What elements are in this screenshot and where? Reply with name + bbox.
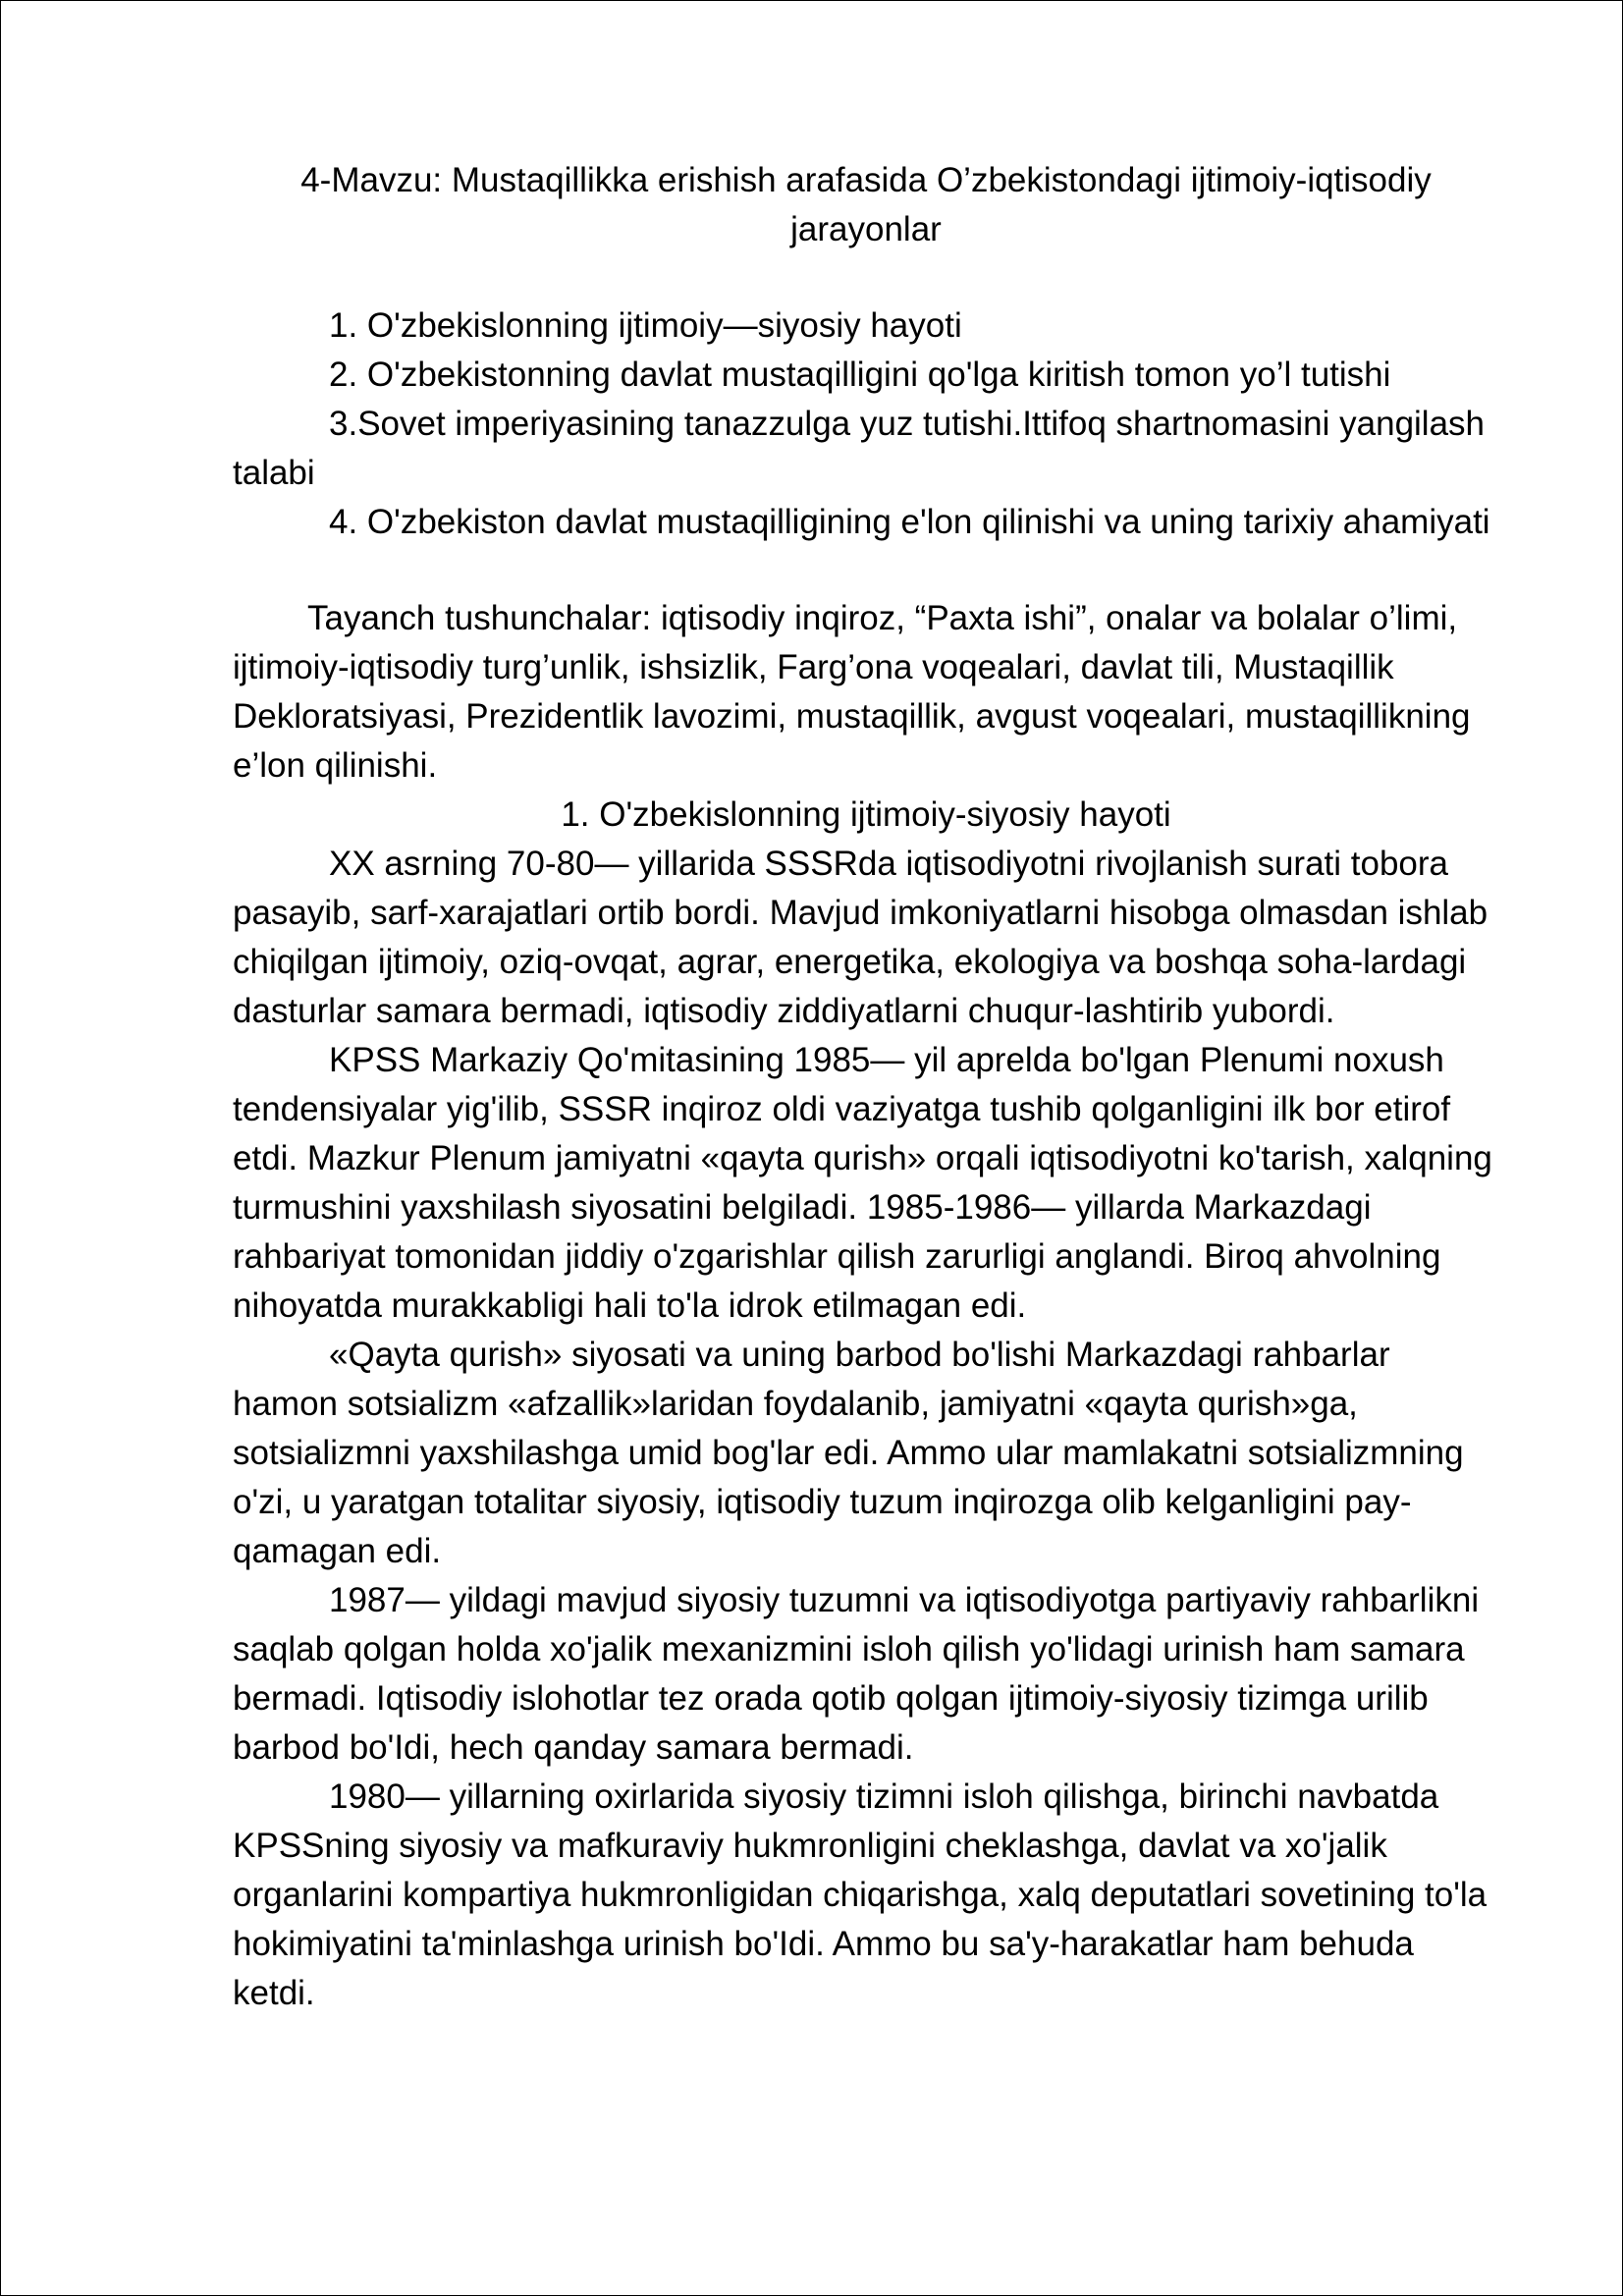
section-heading: 1. O'zbekislonning ijtimoiy-siyosiy hayoti [561, 795, 1171, 834]
plan-item-4: 4. O'zbekiston davlat mustaqilligining e'lon qilinishi va uning tarixiy ahamiyati [329, 503, 1490, 541]
plan-item-1: 1. O'zbekislonning ijtimoiy—siyosiy hayoti [329, 306, 962, 345]
body-paragraph-4: 1987— yildagi mavjud siyosiy tuzumni va iqtisodiyotga partiyaviy rahbarlikni saqlab qolgan holda xo'jalik mexanizmini isloh qilish yo'lidagi urinish ham samara bermadi. Iqtisodiy islohotlar tez orada qotib qolgan ijtimoiy-siyosiy tizimga urilib barbod bo'Idi, hech qanday samara bermadi. [233, 1581, 1480, 1767]
plan-item-2: 2. O'zbekistonning davlat mustaqilligini qo'lga kiritish tomon yo’l tutishi [329, 355, 1391, 394]
body-paragraph-5: 1980— yillarning oxirlarida siyosiy tizimni isloh qilishga, birinchi navbatda KPSSning siyosiy va mafkuraviy hukmronligini cheklashga, davlat va xo'jalik organlarini kompartiya hukmronligidan chiqarishga, xalq deputatlari sovetining to'la hokimiyatini ta'minlashga urinish bo'Idi. Ammo bu sa'y-harakatlar ham behuda ketdi. [233, 1777, 1488, 2012]
body-paragraph-2: KPSS Markaziy Qo'mitasining 1985— yil aprelda bo'lgan Plenumi noxush tendensiyalar yig'ilib, SSSR inqiroz oldi vaziyatga tushib qolganligini ilk bor etirof etdi. Mazkur Plenum jamiyatni «qayta qurish» orqali iqtisodiyotni ko'tarish, xalqning turmushini yaxshilash siyosatini belgiladi. 1985-1986— yillarda Markazdagi rahbariyat tomonidan jiddiy o'zgarishlar qilish zarurligi anglandi. Biroq ahvolning nihoyatda murakkabligi hali to'la idrok etilmagan edi. [233, 1041, 1492, 1325]
page-title [233, 156, 1499, 254]
document-body [233, 156, 1499, 2018]
title-line-1: 4-Mavzu: Mustaqillikka erishish arafasida O’zbekistondagi ijtimoiy-iqtisodiy [300, 161, 1432, 199]
body-paragraph-3: «Qayta qurish» siyosati va uning barbod bo'lishi Markazdagi rahbarlar hamon sotsializm «afzallik»laridan foydalanib, jamiyatni «qayta qurish»ga, sotsializmni yaxshilashga umid bog'lar edi. Ammo ular mamlakatni sotsializmning o'zi, u yaratgan totalitar siyosiy, iqtisodiy tuzum inqirozga olib kelganligini pay-qamagan edi. [233, 1336, 1464, 1570]
plan-item-3: 3.Sovet imperiyasining tanazzulga yuz tutishi.Ittifoq shartnomasini yangilash talabi [233, 405, 1486, 492]
title-line-2: jarayonlar [790, 210, 942, 248]
plan-list [233, 301, 1499, 547]
body-paragraph-1: XX asrning 70-80— yillarida SSSRda iqtisodiyotni rivojlanish surati tobora pasayib, sarf-xarajatlari ortib bordi. Mavjud imkoniyatlarni hisobga olmasdan ishlab chiqilgan ijtimoiy, oziq-ovqat, agrar, energetika, ekologiya va boshqa soha-lardagi dasturlar samara bermadi, iqtisodiy ziddiyatlarni chuqur-lashtirib yubordi. [233, 845, 1488, 1030]
key-concepts-paragraph: Tayanch tushunchalar: iqtisodiy inqiroz, “Paxta ishi”, onalar va bolalar o’limi, ijtimoiy-iqtisodiy turg’unlik, ishsizlik, Farg’ona voqealari, davlat tili, Mustaqillik Dekloratsiyasi, Prezidentlik lavozimi, mustaqillik, avgust voqealari, mustaqillikning e’lon qilinishi. [233, 599, 1471, 785]
